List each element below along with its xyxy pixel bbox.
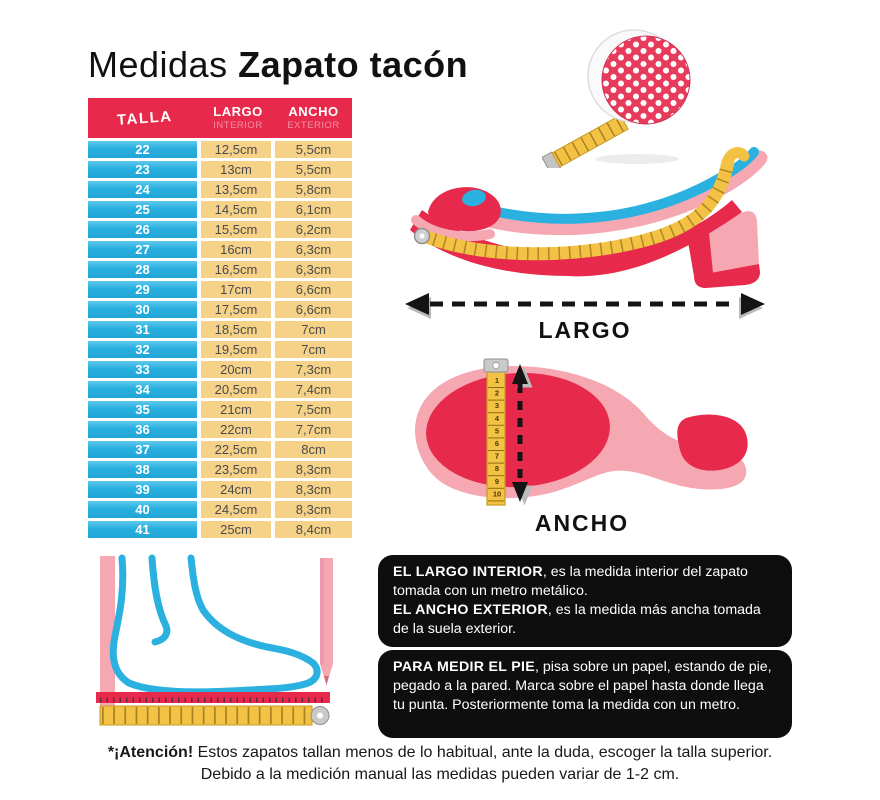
table-cell-talla: 26 [88,221,197,238]
table-cell-ancho: 6,2cm [275,221,352,238]
table-cell-ancho: 6,3cm [275,261,352,278]
sole-tape-hole [493,362,499,368]
table-row [88,401,352,418]
floor-tape [100,706,312,725]
info-paragraph [393,601,777,639]
table-row [88,341,352,358]
ancho-label: ANCHO [534,510,630,536]
table-cell-largo: 24cm [201,481,271,498]
table-cell-largo: 17,5cm [201,301,271,318]
table-row [88,141,352,158]
table-row [88,241,352,258]
heel-shoe-illustration [398,142,788,302]
table-cell-ancho: 6,6cm [275,301,352,318]
table-row [88,461,352,478]
table-row [88,321,352,338]
page-title [88,44,468,86]
table-row [88,361,352,378]
svg-text:10: 10 [492,489,502,499]
svg-text:2: 2 [494,388,500,398]
svg-text:4: 4 [494,413,500,423]
table-cell-largo: 22,5cm [201,441,271,458]
svg-text:8: 8 [494,464,500,474]
ankle-line [152,558,167,642]
table-cell-ancho: 7,5cm [275,401,352,418]
largo-header-label: LARGO [213,104,263,120]
footer-note [20,742,860,785]
table-cell-largo: 23,5cm [201,461,271,478]
table-cell-talla: 30 [88,301,197,318]
table-cell-ancho: 5,5cm [275,161,352,178]
svg-text:5: 5 [494,426,500,436]
table-cell-ancho: 5,5cm [275,141,352,158]
info-box-how-to-measure [378,650,792,738]
toe-cap [428,187,501,231]
table-cell-talla: 24 [88,181,197,198]
table-cell-ancho: 8,4cm [275,521,352,538]
table-cell-ancho: 7,3cm [275,361,352,378]
table-cell-ancho: 8,3cm [275,461,352,478]
table-row [88,181,352,198]
table-row [88,421,352,438]
table-cell-ancho: 7,4cm [275,381,352,398]
table-cell-largo: 13,5cm [201,181,271,198]
table-cell-largo: 16,5cm [201,261,271,278]
table-cell-talla: 33 [88,361,197,378]
table-body [88,141,352,538]
ancho-header-label: ANCHO [288,104,339,120]
table-cell-ancho: 6,3cm [275,241,352,258]
table-cell-largo: 19,5cm [201,341,271,358]
table-cell-talla: 22 [88,141,197,158]
attention-label: *¡Atención! [107,744,194,761]
table-cell-largo: 12,5cm [201,141,271,158]
talla-header-label: TALLA [116,107,173,129]
table-cell-largo: 24,5cm [201,501,271,518]
table-row [88,441,352,458]
footer-line1 [20,742,860,764]
largo-header-sublabel: INTERIOR [213,120,263,132]
tape-end-hole [420,234,425,239]
table-cell-talla: 32 [88,341,197,358]
table-cell-largo: 16cm [201,241,271,258]
svg-text:3: 3 [494,401,500,411]
table-cell-talla: 34 [88,381,197,398]
text-run: , es la medida interior del zapato tomada con un metro metálico. [393,564,748,600]
table-cell-talla: 37 [88,441,197,458]
table-cell-talla: 25 [88,201,197,218]
table-cell-talla: 31 [88,321,197,338]
table-cell-ancho: 8,3cm [275,481,352,498]
text-run: , pisa sobre un papel, estando de pie, pegado a la pared. Marca sobre el papel hasta donde llega tu punta. Posteriormente toma la medida con un metro. [393,659,772,714]
table-cell-ancho: 8cm [275,441,352,458]
svg-text:6: 6 [494,439,500,448]
table-cell-ancho: 6,1cm [275,201,352,218]
table-cell-largo: 22cm [201,421,271,438]
table-cell-ancho: 7,7cm [275,421,352,438]
table-cell-largo: 21cm [201,401,271,418]
info-paragraph [393,658,777,715]
table-cell-largo: 17cm [201,281,271,298]
table-cell-talla: 41 [88,521,197,538]
ancho-header-sublabel: EXTERIOR [287,120,340,132]
table-cell-talla: 40 [88,501,197,518]
table-cell-largo: 20,5cm [201,381,271,398]
table-cell-ancho: 6,6cm [275,281,352,298]
table-cell-ancho: 5,8cm [275,181,352,198]
text-run: EL LARGO INTERIOR [393,564,543,580]
shoe-tape-fold [728,153,744,160]
table-row [88,161,352,178]
foot-measurement-illustration [86,546,378,742]
text-run: PARA MEDIR EL PIE [393,659,535,675]
table-row [88,261,352,278]
table-cell-largo: 18,5cm [201,321,271,338]
title-emphasis: Zapato tacón [238,44,469,85]
table-cell-talla: 36 [88,421,197,438]
pencil-icon [320,558,333,685]
table-cell-largo: 14,5cm [201,201,271,218]
table-cell-largo: 25cm [201,521,271,538]
table-cell-talla: 35 [88,401,197,418]
table-row [88,381,352,398]
svg-text:9: 9 [494,476,500,486]
table-cell-talla: 28 [88,261,197,278]
roll-face [602,36,690,124]
table-cell-largo: 13cm [201,161,271,178]
table-row [88,521,352,538]
title-prefix: Medidas [88,44,239,85]
table-cell-largo: 15,5cm [201,221,271,238]
table-cell-talla: 27 [88,241,197,258]
table-cell-ancho: 8,3cm [275,501,352,518]
table-row [88,221,352,238]
table-header-row [88,98,352,138]
largo-arrow [400,290,770,320]
table-cell-talla: 39 [88,481,197,498]
text-run: , es la medida más ancha tomada de la suela exterior. [393,602,761,638]
table-row [88,281,352,298]
table-cell-largo: 20cm [201,361,271,378]
table-row [88,301,352,318]
table-cell-ancho: 7cm [275,341,352,358]
size-chart-table [88,98,352,541]
footer-line2: Debido a la medición manual las medidas pueden variar de 1-2 cm. [200,765,680,783]
sole-illustration [402,354,762,512]
table-row [88,481,352,498]
column-header-largo [213,105,262,131]
svg-text:7: 7 [494,451,500,461]
table-row [88,201,352,218]
column-header-talla [116,107,173,129]
foot-outline [113,558,317,692]
info-paragraph [393,563,777,601]
floor-tape-hole [317,713,323,719]
text-run: EL ANCHO EXTERIOR [393,602,548,619]
table-cell-talla: 23 [88,161,197,178]
svg-text:1: 1 [494,376,500,385]
table-row [88,501,352,518]
table-cell-ancho: 7cm [275,321,352,338]
table-cell-talla: 29 [88,281,197,298]
column-header-ancho [287,105,340,131]
sole-heel-pad [677,415,747,471]
info-box-measurements [378,555,792,647]
largo-label: LARGO [538,317,632,343]
footer-line1-text: Estos zapatos tallan menos de lo habitual, ante la duda, escoger la talla superior. [193,744,773,761]
table-cell-talla: 38 [88,461,197,478]
ruler-strip [96,692,330,703]
